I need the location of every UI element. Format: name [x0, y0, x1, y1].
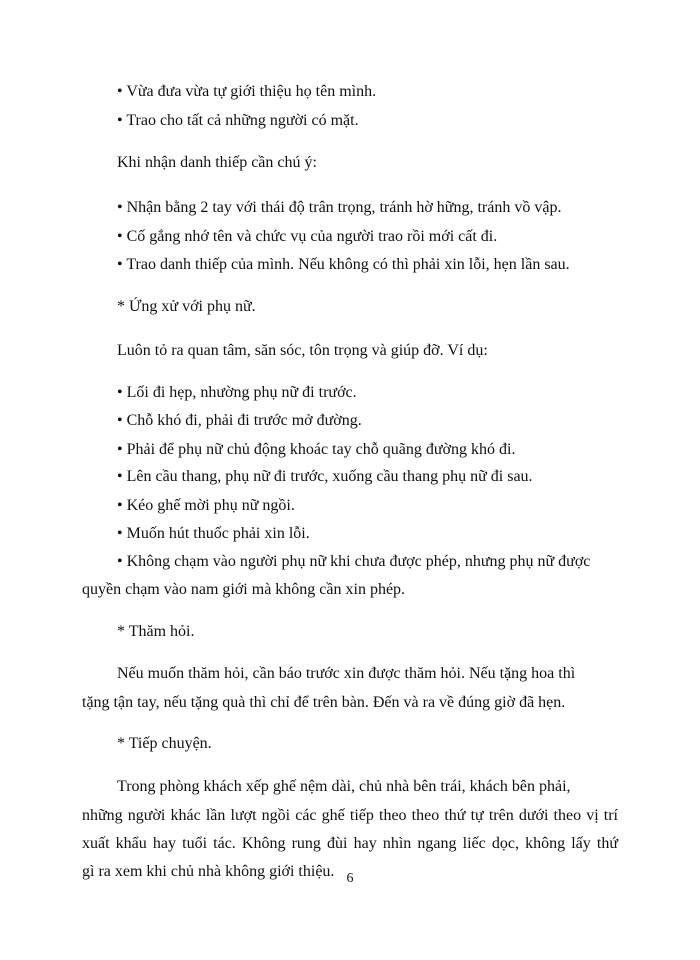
continuation-line: quyền chạm vào nam giới mà không cần xin phép.: [82, 581, 406, 598]
section-intro: Khi nhận danh thiếp cần chú ý:: [117, 154, 317, 171]
paragraph-line: Trong phòng khách xếp ghế nệm dài, chủ nhà bên trái, khách bên phải,: [117, 778, 571, 795]
bullet-line: • Phải để phụ nữ chủ động khoác tay chỗ quãng đường khó đi.: [117, 441, 516, 458]
bullet-line: • Trao cho tất cả những người có mặt.: [117, 112, 359, 129]
paragraph-line: tặng tận tay, nếu tặng quà thì chỉ để trên bàn. Đến và ra về đúng giờ đã hẹn.: [82, 694, 566, 711]
bullet-line: • Nhận bằng 2 tay với thái độ trân trọng, tránh hờ hững, tránh vồ vập.: [117, 199, 562, 216]
paragraph-line: những người khác lần lượt ngồi các ghế tiếp theo theo thứ tự trên dưới theo vị trí: [82, 807, 618, 824]
bullet-line: • Vừa đưa vừa tự giới thiệu họ tên mình.: [117, 83, 377, 100]
page-number: 6: [346, 871, 354, 886]
bullet-line: • Chỗ khó đi, phải đi trước mở đường.: [117, 412, 362, 429]
bullet-line: • Cố gắng nhớ tên và chức vụ của người trao rồi mới cất đi.: [117, 228, 498, 245]
paragraph-line: Nếu muốn thăm hỏi, cần báo trước xin được thăm hỏi. Nếu tặng hoa thì: [117, 665, 576, 682]
bullet-line: • Lối đi hẹp, nhường phụ nữ đi trước.: [117, 384, 357, 401]
bullet-line: • Muốn hút thuốc phải xin lỗi.: [117, 525, 310, 542]
bullet-line: • Lên cầu thang, phụ nữ đi trước, xuống cầu thang phụ nữ đi sau.: [117, 468, 533, 485]
section-intro: Luôn tỏ ra quan tâm, săn sóc, tôn trọng và giúp đỡ. Ví dụ:: [117, 342, 488, 359]
paragraph-line: gì ra xem khi chủ nhà không giới thiệu.: [82, 863, 335, 880]
bullet-line: • Kéo ghế mời phụ nữ ngồi.: [117, 497, 295, 514]
section-heading: * Thăm hỏi.: [117, 623, 195, 640]
bullet-line: • Trao danh thiếp của mình. Nếu không có thì phải xin lỗi, hẹn lần sau.: [117, 256, 570, 273]
section-heading: * Tiếp chuyện.: [117, 735, 212, 752]
section-heading: * Ứng xử với phụ nữ.: [117, 298, 256, 315]
bullet-line: • Không chạm vào người phụ nữ khi chưa được phép, nhưng phụ nữ được: [117, 553, 591, 570]
paragraph-line: xuất khẩu hay tuổi tác. Không rung đùi hay nhìn ngang liếc dọc, không lấy thứ: [82, 835, 618, 852]
